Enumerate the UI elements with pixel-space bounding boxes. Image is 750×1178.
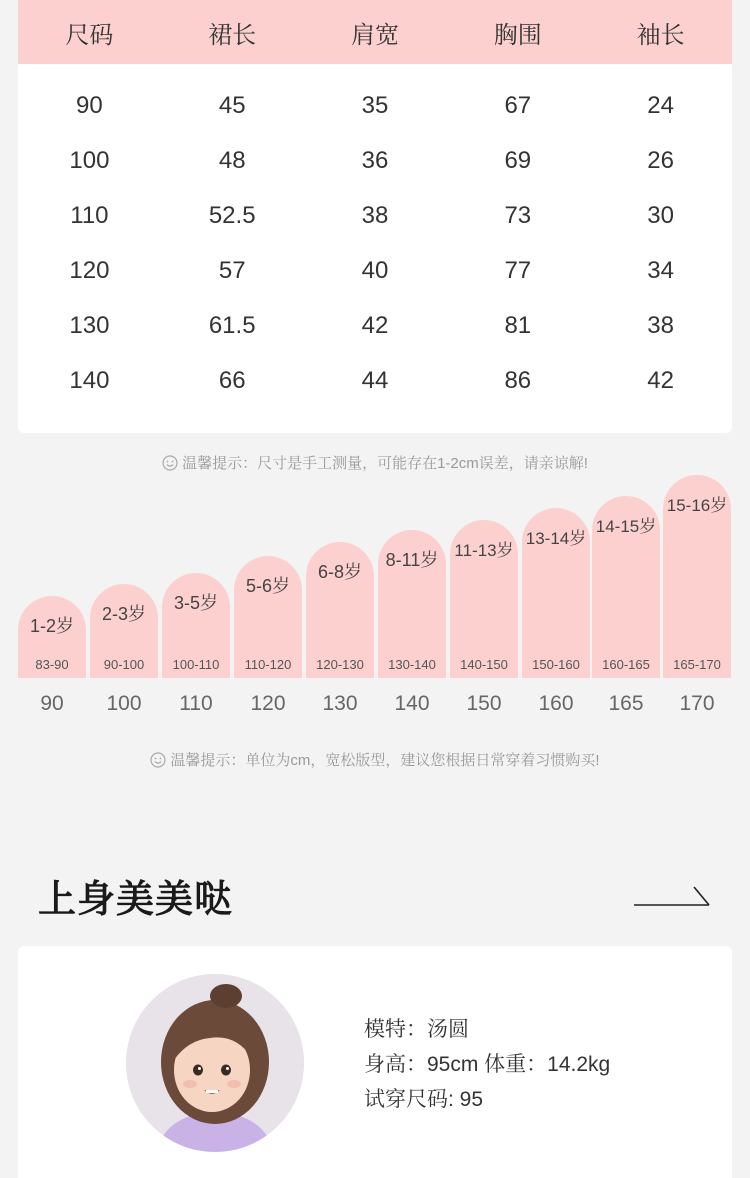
table-cell: 120 xyxy=(69,256,110,284)
size-table-header xyxy=(18,0,732,64)
table-cell: 35 xyxy=(361,91,389,119)
size-axis-label: 120 xyxy=(250,692,286,715)
bar-age-label: 8-11岁 xyxy=(385,550,439,570)
table-cell: 57 xyxy=(218,256,246,284)
header-shoulder-width: 肩宽 xyxy=(350,21,399,49)
bar-height-range: 120-130 xyxy=(316,657,364,672)
height-bar xyxy=(162,573,230,678)
size-axis-label: 170 xyxy=(679,692,715,715)
size-table xyxy=(18,0,732,433)
height-bar xyxy=(450,520,518,678)
measurement-tip-text: 温馨提示：尺寸是手工测量，可能存在1-2cm误差，请亲谅解! xyxy=(182,455,588,472)
table-cell: 73 xyxy=(504,201,532,229)
model-height-weight: 身高：95cm 体重：14.2kg xyxy=(364,1053,611,1076)
table-cell: 24 xyxy=(647,91,674,119)
table-row xyxy=(18,78,732,133)
bar-age-label: 13-14岁 xyxy=(525,529,587,548)
table-cell: 36 xyxy=(361,146,389,174)
size-axis-label: 150 xyxy=(466,692,502,715)
bar-age-label: 6-8岁 xyxy=(317,562,362,582)
height-bar xyxy=(234,556,302,678)
table-row xyxy=(18,353,732,408)
bar-height-range: 100-110 xyxy=(172,657,220,672)
fit-tip xyxy=(0,749,750,772)
table-row xyxy=(18,188,732,243)
table-cell: 45 xyxy=(218,91,246,119)
table-cell: 90 xyxy=(76,91,103,119)
table-cell: 44 xyxy=(361,366,389,394)
table-cell: 40 xyxy=(361,256,389,284)
fit-tip-text: 温馨提示：单位为cm，宽松版型，建议您根据日常穿着习惯购买! xyxy=(170,752,600,769)
height-bar xyxy=(90,584,158,678)
header-sleeve-length: 袖长 xyxy=(636,21,685,49)
model-avatar xyxy=(126,974,304,1152)
height-bar xyxy=(592,496,660,678)
size-axis-label: 100 xyxy=(106,692,142,715)
height-bar xyxy=(522,508,590,678)
arrow-right-icon[interactable] xyxy=(633,884,713,915)
table-cell: 86 xyxy=(504,366,532,394)
table-cell: 52.5 xyxy=(208,201,256,229)
height-bar xyxy=(663,475,731,678)
bar-height-range: 160-165 xyxy=(602,657,650,672)
bar-age-label: 2-3岁 xyxy=(101,604,146,624)
table-cell: 61.5 xyxy=(208,311,256,339)
model-card xyxy=(18,946,732,1178)
header-size: 尺码 xyxy=(65,21,114,49)
size-axis-label: 90 xyxy=(40,692,64,715)
table-cell: 30 xyxy=(647,201,674,229)
table-cell: 42 xyxy=(361,311,389,339)
size-axis-label: 130 xyxy=(322,692,358,715)
bar-height-range: 83-90 xyxy=(35,657,69,672)
table-cell: 130 xyxy=(69,311,110,339)
size-axis-label: 165 xyxy=(608,692,644,715)
bar-age-label: 11-13岁 xyxy=(454,541,514,560)
table-cell: 66 xyxy=(218,366,246,394)
height-chart xyxy=(0,470,750,730)
bar-height-range: 150-160 xyxy=(532,657,580,672)
model-info xyxy=(364,1012,610,1117)
smile-icon xyxy=(150,752,166,772)
bar-height-range: 140-150 xyxy=(460,657,508,672)
model-name: 模特：汤圆 xyxy=(364,1018,469,1041)
model-trial-size: 试穿尺码: 95 xyxy=(364,1088,484,1111)
bar-age-label: 15-16岁 xyxy=(666,496,728,515)
bar-age-label: 1-2岁 xyxy=(29,616,74,636)
table-cell: 77 xyxy=(504,256,532,284)
bar-age-label: 14-15岁 xyxy=(595,517,657,536)
section-title: 上身美美哒 xyxy=(38,879,234,921)
table-cell: 67 xyxy=(504,91,532,119)
table-cell: 26 xyxy=(647,146,674,174)
height-bar xyxy=(306,542,374,678)
size-axis-label: 160 xyxy=(538,692,574,715)
table-row xyxy=(18,133,732,188)
table-cell: 69 xyxy=(504,146,532,174)
table-row xyxy=(18,243,732,298)
header-bust: 胸围 xyxy=(493,21,542,49)
bar-height-range: 165-170 xyxy=(673,657,721,672)
table-row xyxy=(18,298,732,353)
table-cell: 42 xyxy=(647,366,674,394)
bar-age-label: 5-6岁 xyxy=(245,576,290,596)
table-cell: 110 xyxy=(70,201,109,229)
table-cell: 81 xyxy=(504,311,532,339)
height-bar xyxy=(378,530,446,678)
table-cell: 38 xyxy=(361,201,389,229)
size-axis-label: 140 xyxy=(394,692,430,715)
bar-height-range: 110-120 xyxy=(244,657,292,672)
header-skirt-length: 裙长 xyxy=(208,21,257,49)
table-cell: 38 xyxy=(647,311,674,339)
table-cell: 34 xyxy=(647,256,674,284)
bar-age-label: 3-5岁 xyxy=(173,593,218,613)
bar-height-range: 130-140 xyxy=(388,657,436,672)
bar-height-range: 90-100 xyxy=(103,657,145,672)
table-cell: 48 xyxy=(218,146,246,174)
table-cell: 140 xyxy=(69,366,110,394)
size-table-body xyxy=(18,64,732,408)
height-bar xyxy=(18,596,86,678)
size-axis-label: 110 xyxy=(179,692,213,715)
table-cell: 100 xyxy=(69,146,110,174)
